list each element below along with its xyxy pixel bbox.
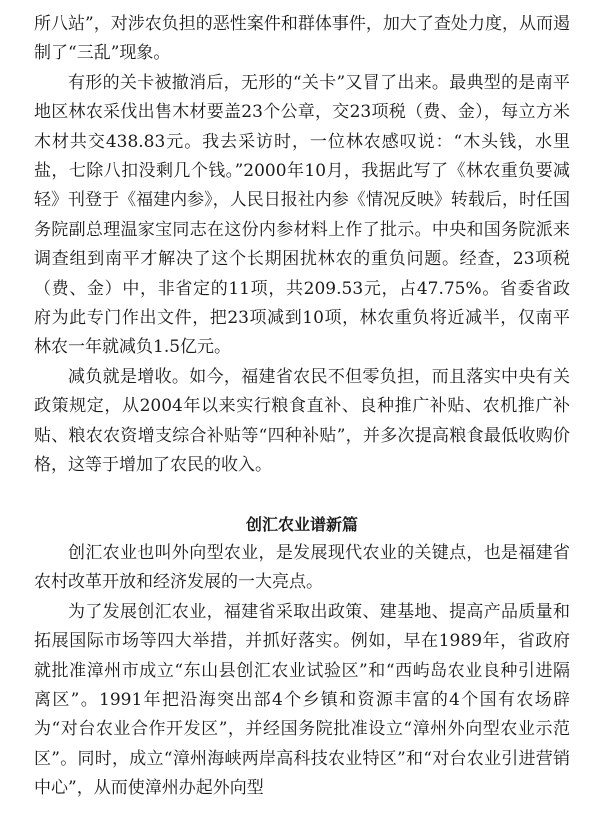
document-page — [34, 10, 570, 804]
paragraph-1: 所八站”，对涉农负担的恶性案件和群体事件，加大了查处力度，从而遏制了“三乱”现象。 — [34, 14, 570, 64]
paragraph-3: 减负就是增收。如今，福建省农民不但零负担，而且落实中央有关政策规定，从2004年以来实行粮食直补、良种推广补贴、农机推广补贴、粮农农资增支综合补贴等“四种补贴”，并多次提高粮食最低收购价格，这等于增加了农民的收入。 — [34, 366, 570, 476]
paragraph-2: 有形的关卡被撤消后，无形的“关卡”又冒了出来。最典型的是南平地区林农采伐出售木材要盖23个公章，交23项税（费、金），每立方米木材共交438.83元。我去采访时，一位林农感叹说：“木头钱，水里盐，七除八扣没剩几个钱。”2000年10月，我据此写了《林农重负要减轻》刊登于《福建内参》，人民日报社内参《情况反映》转载后，时任国务院副总理温家宝同志在这份内参材料上作了批示。中央和国务院派来调查组到南平才解决了这个长期困扰林农的重负问题。经查，23项税（费、金）中，非省定的11项，共209.53元，占47.75%。省委省政府为此专门作出文件，把23项减到10项，林农重负将近减半，仅南平林农一年就减负1.5亿元。 — [34, 72, 570, 358]
paragraph-5: 为了发展创汇农业，福建省采取出政策、建基地、提高产品质量和拓展国际市场等四大举措，并抓好落实。例如，早在1989年，省政府就批准漳州市成立“东山县创汇农业试验区”和“西屿岛农业良种引进隔离区”。1991年把沿海突出部4个乡镇和资源丰富的4个国有农场辟为“对台农业合作开发区”，并经国务院批准设立“漳州外向型农业示范区”。同时，成立“漳州海峡两岸高科技农业特区”和“对台农业引进营销中心”，从而使漳州办起外向型 — [34, 601, 570, 799]
section-title: 创汇农业谱新篇 — [245, 514, 358, 534]
paragraph-4: 创汇农业也叫外向型农业，是发展现代农业的关键点，也是福建省农村改革开放和经济发展的一大亮点。 — [34, 542, 570, 593]
